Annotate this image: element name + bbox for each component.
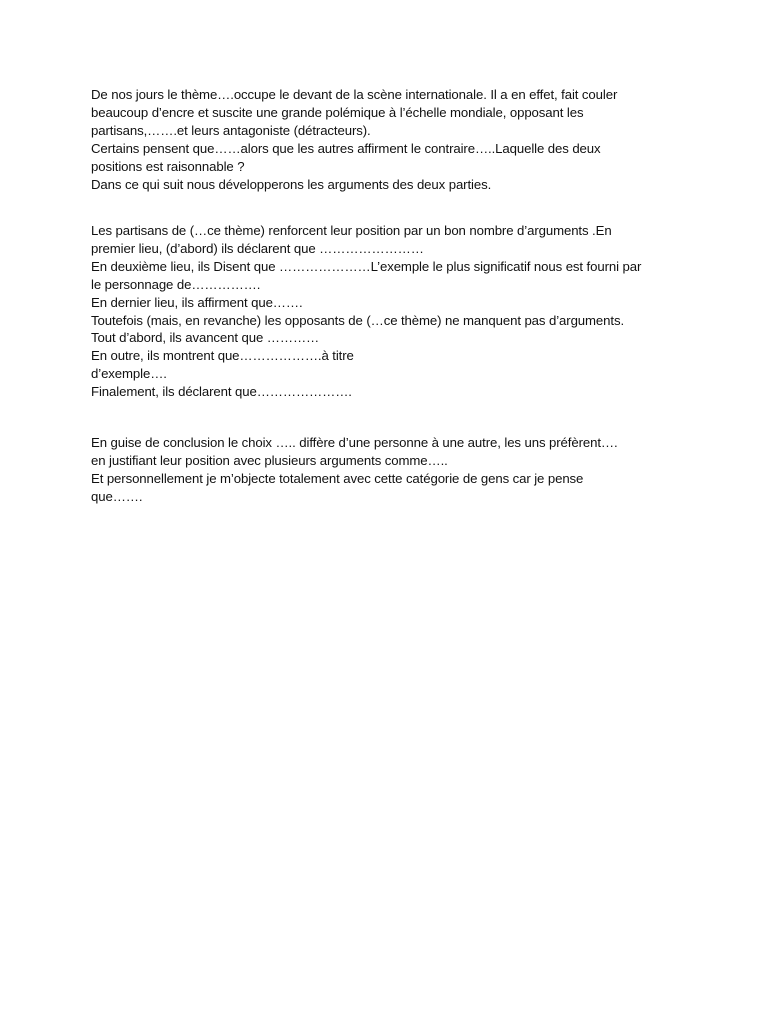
text-line: Et personnellement je m’objecte totalement avec cette catégorie de gens car je pense	[91, 470, 584, 486]
text-line: premier lieu, (d’abord) ils déclarent que ……………………	[91, 240, 424, 256]
text-line: beaucoup d’encre et suscite une grande polémique à l’échelle mondiale, opposant les	[91, 104, 584, 120]
conclusion-paragraph	[91, 434, 691, 506]
text-line: Dans ce qui suit nous développerons les arguments des deux parties.	[91, 176, 492, 192]
text-line: Tout d’abord, ils avancent que …………	[91, 330, 320, 346]
intro-paragraph	[91, 86, 691, 193]
text-line: En dernier lieu, ils affirment que…….	[91, 294, 303, 310]
text-line: que…….	[91, 488, 143, 504]
text-line: Les partisans de (…ce thème) renforcent leur position par un bon nombre d’arguments .En	[91, 223, 612, 238]
text-line: partisans,…….et leurs antagoniste (détracteurs).	[91, 122, 371, 138]
text-line: En deuxième lieu, ils Disent que …………………L’exemple le plus significatif nous est fourni par	[91, 258, 642, 274]
text-line: Toutefois (mais, en revanche) les opposants de (…ce thème) ne manquent pas d’arguments.	[91, 312, 625, 328]
text-line: en justifiant leur position avec plusieurs arguments comme…..	[91, 452, 448, 468]
text-line: d’exemple….	[91, 366, 167, 382]
text-line: le personnage de…………….	[91, 276, 261, 292]
arguments-paragraph	[91, 222, 691, 401]
text-line: En guise de conclusion le choix ….. diffère d’une personne à une autre, les uns préfèrent….	[91, 435, 618, 450]
text-line: Finalement, ils déclarent que………………….	[91, 384, 352, 400]
text-line: En outre, ils montrent que……………….à titre	[91, 348, 354, 364]
text-line: Certains pensent que……alors que les autres affirment le contraire…..Laquelle des deux	[91, 140, 601, 156]
text-line: positions est raisonnable ?	[91, 158, 245, 174]
text-line: De nos jours le thème….occupe le devant de la scène internationale. Il a en effet, fait couler	[91, 87, 618, 102]
